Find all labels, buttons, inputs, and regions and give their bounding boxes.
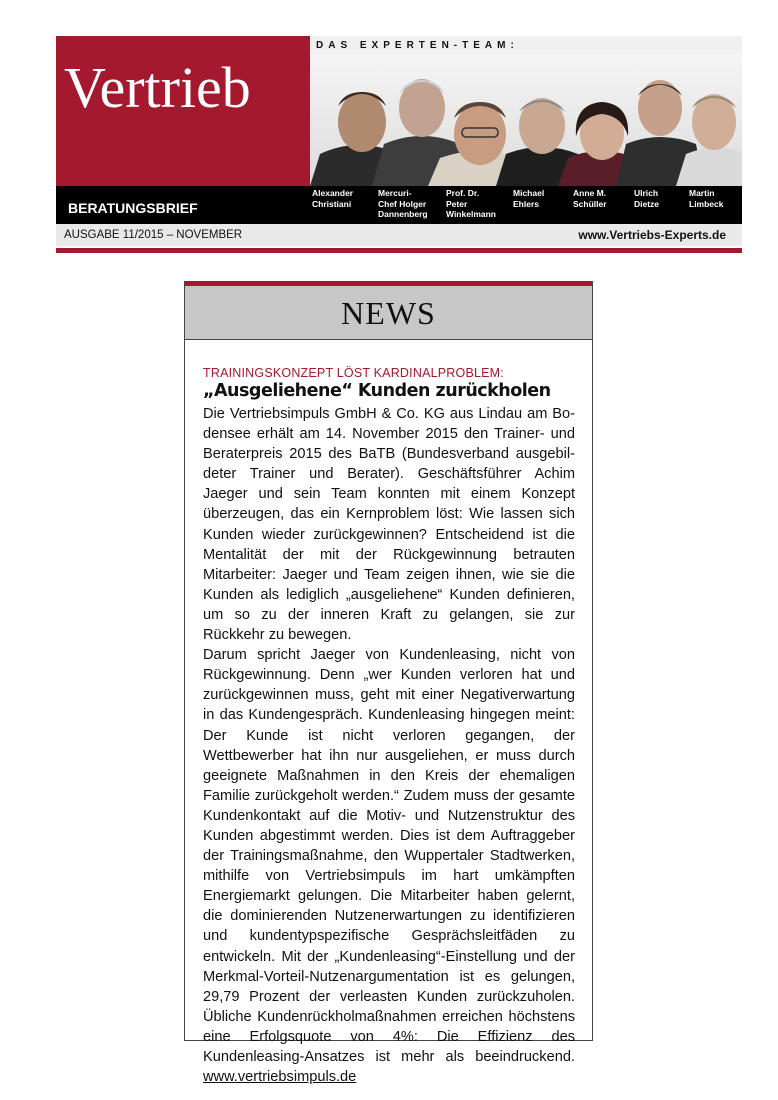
issue-label: AUSGABE 11/2015 – NOVEMBER — [64, 229, 243, 241]
article-headline: „Ausgeliehene“ Kunden zurückholen — [203, 381, 551, 401]
brand-title: Vertrieb — [64, 55, 251, 120]
article-paragraph-text: Darum spricht Jaeger von Kundenleasing, nicht von Rückgewinnung. Denn „wer Kunden verloren hat und zurückgewinnen muss, geht mit einer Negativerwartung in das Kundengespräch. Kundenleasing hingegen meint: Der Kunde ist nicht verloren gegangen, der Wettbewerber hat ihn nur ausgeliehen, er muss durch geeignete Maßnahmen in den Kreis der ehemaligen Familie zurückgeholt werden.“ Zudem muss der gesamte Kundenkontakt auf die Motiv- und Nutzenstruktur des Kunden abgestimmt werden. Dies ist dem Auftraggeber der Trainingsmaßnahme, den Wuppertaler Stadtwerken, mithilfe von Vertriebsimpuls im hart umkämpften Energiemarkt gelungen. Die Mitarbeiter haben gelernt, die dominierenden Nutzenerwartungen zu identifizieren und kundentypspezifische Gesprächsleitfäden zu entwickeln. Mit der „Kundenleasing“-Einstellung und der Merkmal-Vorteil-Nutzenargumentation ist es gelungen, 29,79 Prozent der verleasten Kunden zurückzuholen. Übliche Kundenrückholmaßnahmen erreichen höchstens eine Erfolgsquote von 4%: Die Effizienz des Kundenleasing-Ansatzes ist mehr als beeindruckend. — [203, 647, 575, 1065]
newsletter-header — [56, 36, 742, 254]
expert-name: Martin Limbeck — [689, 188, 724, 209]
article-link[interactable]: www.vertriebsimpuls.de — [203, 1069, 357, 1086]
expert-name: Ulrich Dietze — [634, 188, 660, 209]
expert-name: Michael Ehlers — [513, 188, 545, 209]
website-link[interactable]: www.Vertriebs-Experts.de — [578, 228, 726, 242]
expert-name: Anne M. Schüller — [573, 188, 607, 209]
brand-box — [56, 36, 310, 186]
article-paragraph: Die Vertriebsimpuls GmbH & Co. KG aus Lindau am Bodensee erhält am 14. November 2015 den Trainer- und Beraterpreis 2015 des BaTB (Bundesverband ausgebildeter Trainer und Berater). Geschäftsführer Achim Jaeger und sein Team konnten mit einem Konzept überzeugen, das ein Kernproblem löst: Wie lassen sich Kunden wieder zurückgewinnen? Entscheidend ist die Mentalität der mit der Rückgewinnung betrauten Mitarbeiter: Jaeger und Team zeigen ihnen, wie sie die Kunden als lediglich „ausgeliehene“ Kunden definieren, um so zu der inneren Kraft zu gelangen, sie zur Rückkehr zu bewegen. — [203, 406, 575, 644]
team-heading: DAS EXPERTEN-TEAM: — [316, 40, 519, 51]
header-divider — [56, 248, 742, 253]
expert-name: Prof. Dr. Peter Winkelmann — [446, 188, 496, 219]
team-portraits-image — [310, 36, 742, 186]
news-section-title: NEWS — [341, 295, 436, 331]
expert-name: Alexander Christiani — [312, 188, 354, 209]
expert-name: Mercuri- Chef Holger Dannenberg — [378, 188, 428, 219]
news-box — [184, 281, 593, 1086]
news-header — [185, 286, 592, 340]
expert-team-photo — [310, 36, 742, 186]
news-article — [203, 366, 575, 1087]
newsletter-subtitle: BERATUNGSBRIEF — [68, 200, 198, 216]
article-paragraph-final — [203, 645, 575, 1087]
article-kicker: TRAININGSKONZEPT LÖST KARDINALPROBLEM: — [203, 366, 504, 380]
